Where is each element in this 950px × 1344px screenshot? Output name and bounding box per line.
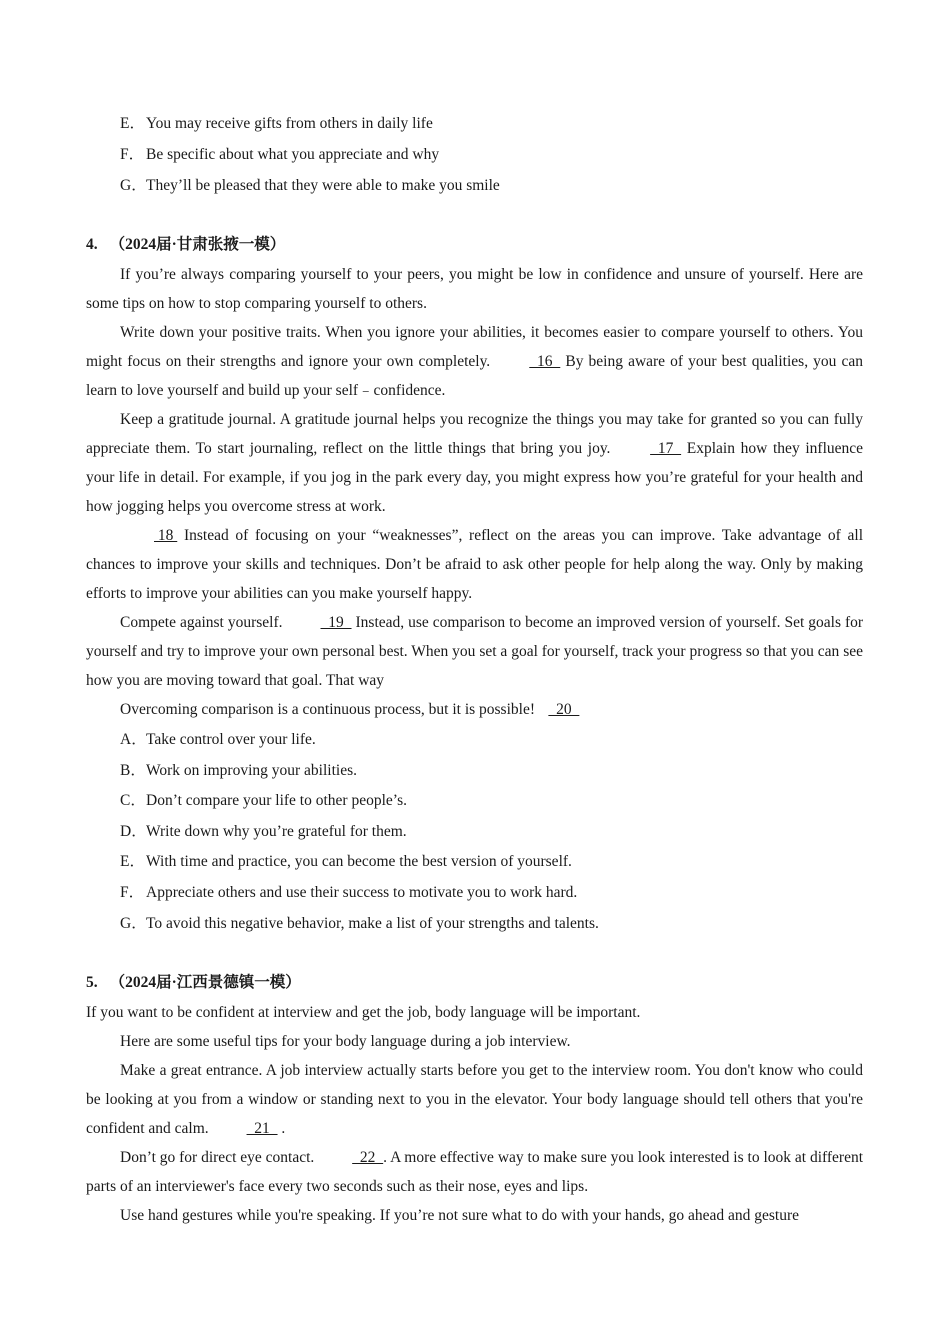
option-g[interactable] [120, 912, 599, 936]
option-text: Work on improving your abilities. [146, 762, 357, 779]
blank-16[interactable]: 16 [529, 353, 561, 370]
option-text: You may receive gifts from others in daily life [146, 115, 433, 132]
q5-paragraph-2: Here are some useful tips for your body language during a job interview. [120, 1033, 571, 1050]
paragraph-text: Don’t go for direct eye contact. [120, 1149, 315, 1166]
q4-paragraph-1: If you’re always comparing yourself to your peers, you might be low in confidence and unsure of yourself. Here are some tips on how to stop comparing yourself to others. [86, 266, 863, 312]
option-text: With time and practice, you can become the best version of yourself. [146, 853, 572, 870]
option-text: To avoid this negative behavior, make a list of your strengths and talents. [146, 915, 599, 932]
paragraph-text: . [281, 1120, 286, 1137]
option-text: Don’t compare your life to other people’s. [146, 792, 407, 809]
question-source: （2024届·甘肃张掖一模） [109, 236, 286, 253]
blank-17[interactable]: 17 [650, 440, 682, 457]
q5-paragraph-5: Use hand gestures while you're speaking. If you’re not sure what to do with your hands, go ahead and gesture [120, 1207, 800, 1224]
q5-paragraph-4 [86, 1143, 863, 1201]
blank-18[interactable]: 18 [154, 527, 178, 544]
option-letter: A． [120, 731, 147, 748]
q4-paragraph-5 [86, 608, 863, 695]
option-f-prev [120, 143, 439, 167]
blank-20[interactable]: 20 [548, 701, 580, 718]
option-letter: F． [120, 884, 145, 901]
paragraph-text: Instead, use comparison to become an improved version of yourself. Set goals for yourself and try to improve your own personal best. When you set a goal for yourself, track your progress so that you can see how you are moving toward that goal. That way [86, 614, 864, 689]
q5-paragraph-3 [86, 1056, 863, 1143]
paragraph-text: Instead of focusing on your “weaknesses”, reflect on the areas you can improve. Take advantage of all chances to improve your skills and techniques. Don’t be afraid to ask other people for help along the way. Only by making efforts to improve your abilities can you make yourself happy. [86, 527, 863, 602]
blank-21[interactable]: 21 [246, 1120, 278, 1137]
option-letter: E． [120, 853, 145, 870]
option-text: They’ll be pleased that they were able to make you smile [146, 177, 500, 194]
option-letter: F． [120, 146, 145, 163]
q4-paragraph-3 [86, 405, 863, 521]
question-4-heading [86, 233, 285, 257]
option-letter: G． [120, 177, 147, 194]
question-source: （2024届·江西景德镇一模） [109, 974, 301, 991]
q4-paragraph-2 [86, 318, 863, 405]
paragraph-text: Keep a gratitude journal. A gratitude journal helps you recognize the things you may take for granted so you can fully appreciate them. To start journaling, reflect on the little things that bring you joy. [86, 411, 863, 457]
paragraph-text: Make a great entrance. A job interview actually starts before you get to the interview room. You don't know who could be looking at you from a window or standing next to you in the elevator. Your body language should tell others that you're confident and calm. [86, 1062, 863, 1137]
paragraph-text: By being aware of your best qualities, you can learn to love yourself and build up your self﹣confidence. [86, 353, 864, 399]
blank-19[interactable]: 19 [320, 614, 352, 631]
option-letter: G． [120, 915, 147, 932]
option-letter: E． [120, 115, 145, 132]
option-letter: B． [120, 762, 146, 779]
option-g-prev [120, 174, 500, 198]
option-text: Take control over your life. [146, 731, 316, 748]
option-letter: C． [120, 792, 146, 809]
option-d[interactable] [120, 820, 407, 844]
q4-paragraph-4 [86, 521, 863, 608]
q5-paragraph-1: If you want to be confident at interview and get the job, body language will be important. [86, 1004, 641, 1021]
option-a[interactable] [120, 728, 316, 752]
option-e[interactable] [120, 850, 572, 874]
option-b[interactable] [120, 759, 357, 783]
paragraph-text: Overcoming comparison is a continuous process, but it is possible! [120, 701, 535, 718]
question-5-heading [86, 971, 301, 995]
paragraph-text: Write down your positive traits. When you ignore your abilities, it becomes easier to compare yourself to others. You might focus on their strengths and ignore your own completely. [86, 324, 863, 370]
option-letter: D． [120, 823, 147, 840]
option-text: Write down why you’re grateful for them. [146, 823, 407, 840]
option-text: Be specific about what you appreciate and why [146, 146, 440, 163]
paragraph-text: Explain how they influence your life in detail. For example, if you jog in the park every day, you might express how you’re grateful for your health and how jogging helps you overcome stress at work. [86, 440, 864, 515]
q4-paragraph-6 [120, 695, 589, 724]
question-number: 5. [86, 974, 98, 991]
option-e-prev [120, 112, 433, 136]
option-text: Appreciate others and use their success to motivate you to work hard. [146, 884, 578, 901]
blank-22[interactable]: 22 [352, 1149, 384, 1166]
paragraph-text: Compete against yourself. [120, 614, 283, 631]
option-f[interactable] [120, 881, 577, 905]
option-c[interactable] [120, 789, 407, 813]
question-number: 4. [86, 236, 98, 253]
paragraph-text: . A more effective way to make sure you look interested is to look at different parts of an interviewer's face every two seconds such as their nose, eyes and lips. [86, 1149, 864, 1195]
